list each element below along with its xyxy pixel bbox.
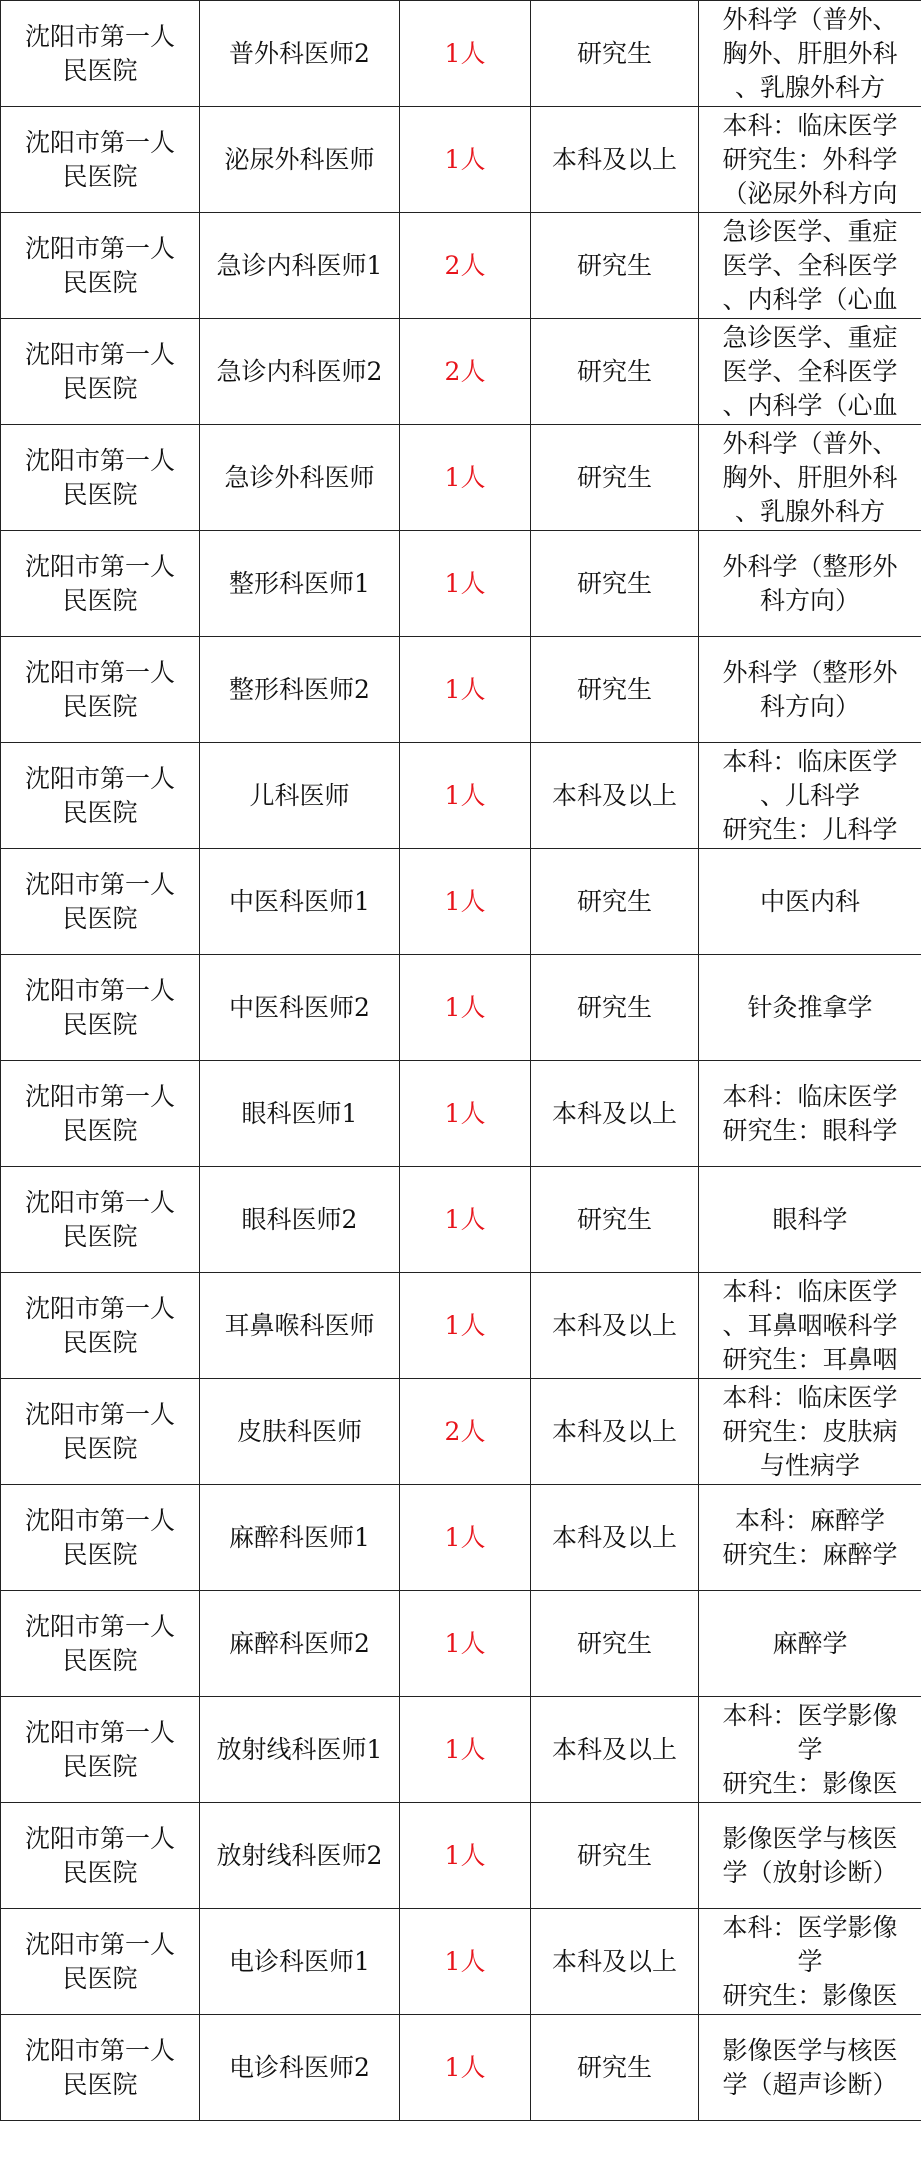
major-cell [699,1167,921,1273]
major-line: 科方向） [759,691,860,721]
major-line: 针灸推拿学 [747,992,873,1022]
major-cell [699,1379,921,1485]
position-cell: 电诊科医师2 [200,2015,400,2121]
major-text [703,1381,917,1483]
position-cell: 泌尿外科医师 [200,107,400,213]
hospital-cell [1,1061,200,1167]
table-row [1,1061,921,1167]
major-line: 胸外、肝胆外科 [722,462,898,492]
table-row [1,1167,921,1273]
hospital-name-line: 民医院 [62,2069,138,2099]
headcount-cell: 1人 [400,1,531,107]
position-cell: 急诊外科医师 [200,425,400,531]
hospital-cell [1,955,200,1061]
major-line: 外科学（整形外 [722,657,898,687]
position-cell: 急诊内科医师2 [200,319,400,425]
major-cell [699,1061,921,1167]
major-line: 本科：临床医学 [722,110,898,140]
education-cell: 本科及以上 [531,1379,699,1485]
major-text [703,745,917,847]
hospital-cell [1,1909,200,2015]
hospital-name-line: 民医院 [62,479,138,509]
major-text [703,1203,917,1237]
education-cell: 研究生 [531,531,699,637]
table-row [1,1909,921,2015]
position-cell: 中医科医师2 [200,955,400,1061]
major-cell [699,955,921,1061]
education-cell: 研究生 [531,319,699,425]
headcount-cell: 1人 [400,107,531,213]
headcount-cell: 1人 [400,637,531,743]
headcount-cell: 1人 [400,1167,531,1273]
education-cell: 研究生 [531,2015,699,2121]
table-row [1,1,921,107]
hospital-name-line: 沈阳市第一人 [24,975,175,1005]
major-line: 研究生：外科学 [722,144,898,174]
major-cell [699,849,921,955]
major-line: 本科：临床医学 [722,746,898,776]
major-line: 影像医学与核医 [722,2035,898,2065]
major-line: 研究生：眼科学 [722,1115,898,1145]
education-cell: 本科及以上 [531,1909,699,2015]
headcount-cell: 1人 [400,955,531,1061]
table-row [1,1591,921,1697]
hospital-name-line: 沈阳市第一人 [24,2035,175,2065]
major-text [703,1080,917,1148]
table-row [1,1273,921,1379]
hospital-cell [1,319,200,425]
position-cell: 急诊内科医师1 [200,213,400,319]
education-cell: 本科及以上 [531,1061,699,1167]
major-line: 学 [797,1734,823,1764]
table-row [1,319,921,425]
hospital-name-line: 沈阳市第一人 [24,233,175,263]
hospital-cell [1,1,200,107]
major-cell [699,2015,921,2121]
major-cell [699,531,921,637]
education-cell: 研究生 [531,1591,699,1697]
hospital-name-line: 民医院 [62,161,138,191]
hospital-name-line: 民医院 [62,55,138,85]
major-line: 研究生：影像医 [722,1980,898,2010]
hospital-cell [1,1485,200,1591]
hospital-name-line: 沈阳市第一人 [24,1717,175,1747]
hospital-name-line: 沈阳市第一人 [24,127,175,157]
major-text [703,427,917,529]
hospital-name-line: 民医院 [62,1645,138,1675]
headcount-cell: 1人 [400,1803,531,1909]
table-row [1,743,921,849]
hospital-name-line: 沈阳市第一人 [24,1823,175,1853]
hospital-name-line: 民医院 [62,1857,138,1887]
position-cell: 麻醉科医师2 [200,1591,400,1697]
education-cell: 本科及以上 [531,1485,699,1591]
major-text [703,1822,917,1890]
major-line: 外科学（整形外 [722,551,898,581]
hospital-name-line: 沈阳市第一人 [24,551,175,581]
headcount-cell: 1人 [400,531,531,637]
headcount-cell: 2人 [400,319,531,425]
major-line: 医学、全科医学 [722,356,898,386]
education-cell: 研究生 [531,637,699,743]
major-line: 眼科学 [772,1204,848,1234]
hospital-name-line: 民医院 [62,267,138,297]
hospital-cell [1,637,200,743]
position-cell: 皮肤科医师 [200,1379,400,1485]
major-cell [699,743,921,849]
hospital-name-line: 民医院 [62,903,138,933]
major-text [703,1627,917,1661]
hospital-name-line: 沈阳市第一人 [24,339,175,369]
hospital-name-line: 民医院 [62,373,138,403]
major-line: 科方向） [759,585,860,615]
major-text [703,656,917,724]
major-text [703,550,917,618]
major-line: 急诊医学、重症 [722,216,898,246]
major-line: 影像医学与核医 [722,1823,898,1853]
major-line: 研究生：耳鼻咽 [722,1344,898,1374]
position-cell: 放射线科医师1 [200,1697,400,1803]
hospital-name-line: 沈阳市第一人 [24,1399,175,1429]
table-row [1,955,921,1061]
headcount-cell: 1人 [400,1909,531,2015]
education-cell: 本科及以上 [531,743,699,849]
major-line: 、乳腺外科方 [734,496,885,526]
table-row [1,849,921,955]
major-text [703,2034,917,2102]
position-cell: 整形科医师2 [200,637,400,743]
position-cell: 电诊科医师1 [200,1909,400,2015]
hospital-cell [1,1379,200,1485]
hospital-cell [1,743,200,849]
hospital-cell [1,849,200,955]
hospital-name-line: 民医院 [62,691,138,721]
education-cell: 研究生 [531,1,699,107]
headcount-cell: 1人 [400,2015,531,2121]
hospital-cell [1,213,200,319]
table-row [1,213,921,319]
major-line: 学（放射诊断） [722,1857,898,1887]
major-cell [699,1909,921,2015]
hospital-name-line: 民医院 [62,585,138,615]
hospital-cell [1,107,200,213]
headcount-cell: 1人 [400,1061,531,1167]
hospital-name-line: 民医院 [62,1539,138,1569]
headcount-cell: 2人 [400,1379,531,1485]
major-text [703,1911,917,2013]
education-cell: 研究生 [531,1167,699,1273]
hospital-cell [1,2015,200,2121]
table-row [1,1485,921,1591]
major-cell [699,1697,921,1803]
hospital-cell [1,1697,200,1803]
major-line: 研究生：儿科学 [722,814,898,844]
major-line: 医学、全科医学 [722,250,898,280]
major-text [703,991,917,1025]
hospital-name-line: 民医院 [62,797,138,827]
major-line: 本科：麻醉学 [734,1505,885,1535]
major-line: （泌尿外科方向 [722,178,898,208]
hospital-name-line: 民医院 [62,1963,138,1993]
major-text [703,1699,917,1801]
major-line: 学 [797,1946,823,1976]
major-line: 外科学（普外、 [722,428,898,458]
major-line: 本科：临床医学 [722,1081,898,1111]
recruitment-table-body [1,1,921,2121]
hospital-name-line: 沈阳市第一人 [24,21,175,51]
table-row [1,107,921,213]
hospital-name-line: 沈阳市第一人 [24,1611,175,1641]
major-line: 研究生：影像医 [722,1768,898,1798]
hospital-cell [1,1591,200,1697]
major-line: 本科：医学影像 [722,1912,898,1942]
education-cell: 研究生 [531,955,699,1061]
table-row [1,2015,921,2121]
hospital-cell [1,1273,200,1379]
major-line: 、耳鼻咽喉科学 [722,1310,898,1340]
education-cell: 本科及以上 [531,1273,699,1379]
hospital-name-line: 民医院 [62,1433,138,1463]
major-line: 、儿科学 [759,780,860,810]
hospital-cell [1,1803,200,1909]
table-row [1,637,921,743]
major-cell [699,213,921,319]
position-cell: 中医科医师1 [200,849,400,955]
hospital-name-line: 民医院 [62,1009,138,1039]
table-row [1,425,921,531]
major-cell [699,425,921,531]
major-cell [699,1591,921,1697]
major-cell [699,107,921,213]
hospital-name-line: 沈阳市第一人 [24,1081,175,1111]
hospital-name-line: 沈阳市第一人 [24,1929,175,1959]
hospital-name-line: 沈阳市第一人 [24,1505,175,1535]
headcount-cell: 1人 [400,1591,531,1697]
major-line: 中医内科 [759,886,860,916]
position-cell: 普外科医师2 [200,1,400,107]
education-cell: 研究生 [531,213,699,319]
hospital-cell [1,531,200,637]
major-line: 急诊医学、重症 [722,322,898,352]
hospital-name-line: 民医院 [62,1327,138,1357]
hospital-name-line: 沈阳市第一人 [24,445,175,475]
major-cell [699,319,921,425]
major-cell [699,1273,921,1379]
hospital-name-line: 沈阳市第一人 [24,1293,175,1323]
major-text [703,109,917,211]
major-text [703,885,917,919]
headcount-cell: 1人 [400,1485,531,1591]
headcount-cell: 1人 [400,1697,531,1803]
major-line: 研究生：皮肤病 [722,1416,898,1446]
major-cell [699,1,921,107]
major-text [703,215,917,317]
position-cell: 放射线科医师2 [200,1803,400,1909]
position-cell: 眼科医师1 [200,1061,400,1167]
major-line: 、内科学（心血 [722,390,898,420]
major-line: 本科：临床医学 [722,1276,898,1306]
education-cell: 本科及以上 [531,107,699,213]
major-line: 本科：临床医学 [722,1382,898,1412]
headcount-cell: 1人 [400,425,531,531]
major-line: 麻醉学 [772,1628,848,1658]
major-line: 外科学（普外、 [722,4,898,34]
education-cell: 研究生 [531,1803,699,1909]
hospital-name-line: 民医院 [62,1751,138,1781]
table-row [1,531,921,637]
hospital-name-line: 沈阳市第一人 [24,657,175,687]
major-text [703,1275,917,1377]
education-cell: 研究生 [531,849,699,955]
education-cell: 研究生 [531,425,699,531]
headcount-cell: 1人 [400,743,531,849]
hospital-name-line: 沈阳市第一人 [24,1187,175,1217]
major-line: 、内科学（心血 [722,284,898,314]
table-row [1,1697,921,1803]
position-cell: 麻醉科医师1 [200,1485,400,1591]
major-text [703,321,917,423]
headcount-cell: 2人 [400,213,531,319]
position-cell: 耳鼻喉科医师 [200,1273,400,1379]
position-cell: 整形科医师1 [200,531,400,637]
major-cell [699,1803,921,1909]
major-text [703,1504,917,1572]
headcount-cell: 1人 [400,1273,531,1379]
major-line: 本科：医学影像 [722,1700,898,1730]
major-line: 、乳腺外科方 [734,72,885,102]
major-line: 学（超声诊断） [722,2069,898,2099]
position-cell: 眼科医师2 [200,1167,400,1273]
headcount-cell: 1人 [400,849,531,955]
hospital-name-line: 沈阳市第一人 [24,763,175,793]
hospital-cell [1,425,200,531]
major-cell [699,1485,921,1591]
table-row [1,1803,921,1909]
table-row [1,1379,921,1485]
major-line: 胸外、肝胆外科 [722,38,898,68]
major-cell [699,637,921,743]
hospital-name-line: 民医院 [62,1221,138,1251]
major-line: 与性病学 [759,1450,860,1480]
education-cell: 本科及以上 [531,1697,699,1803]
position-cell: 儿科医师 [200,743,400,849]
major-text [703,3,917,105]
hospital-name-line: 沈阳市第一人 [24,869,175,899]
major-line: 研究生：麻醉学 [722,1539,898,1569]
hospital-name-line: 民医院 [62,1115,138,1145]
hospital-cell [1,1167,200,1273]
